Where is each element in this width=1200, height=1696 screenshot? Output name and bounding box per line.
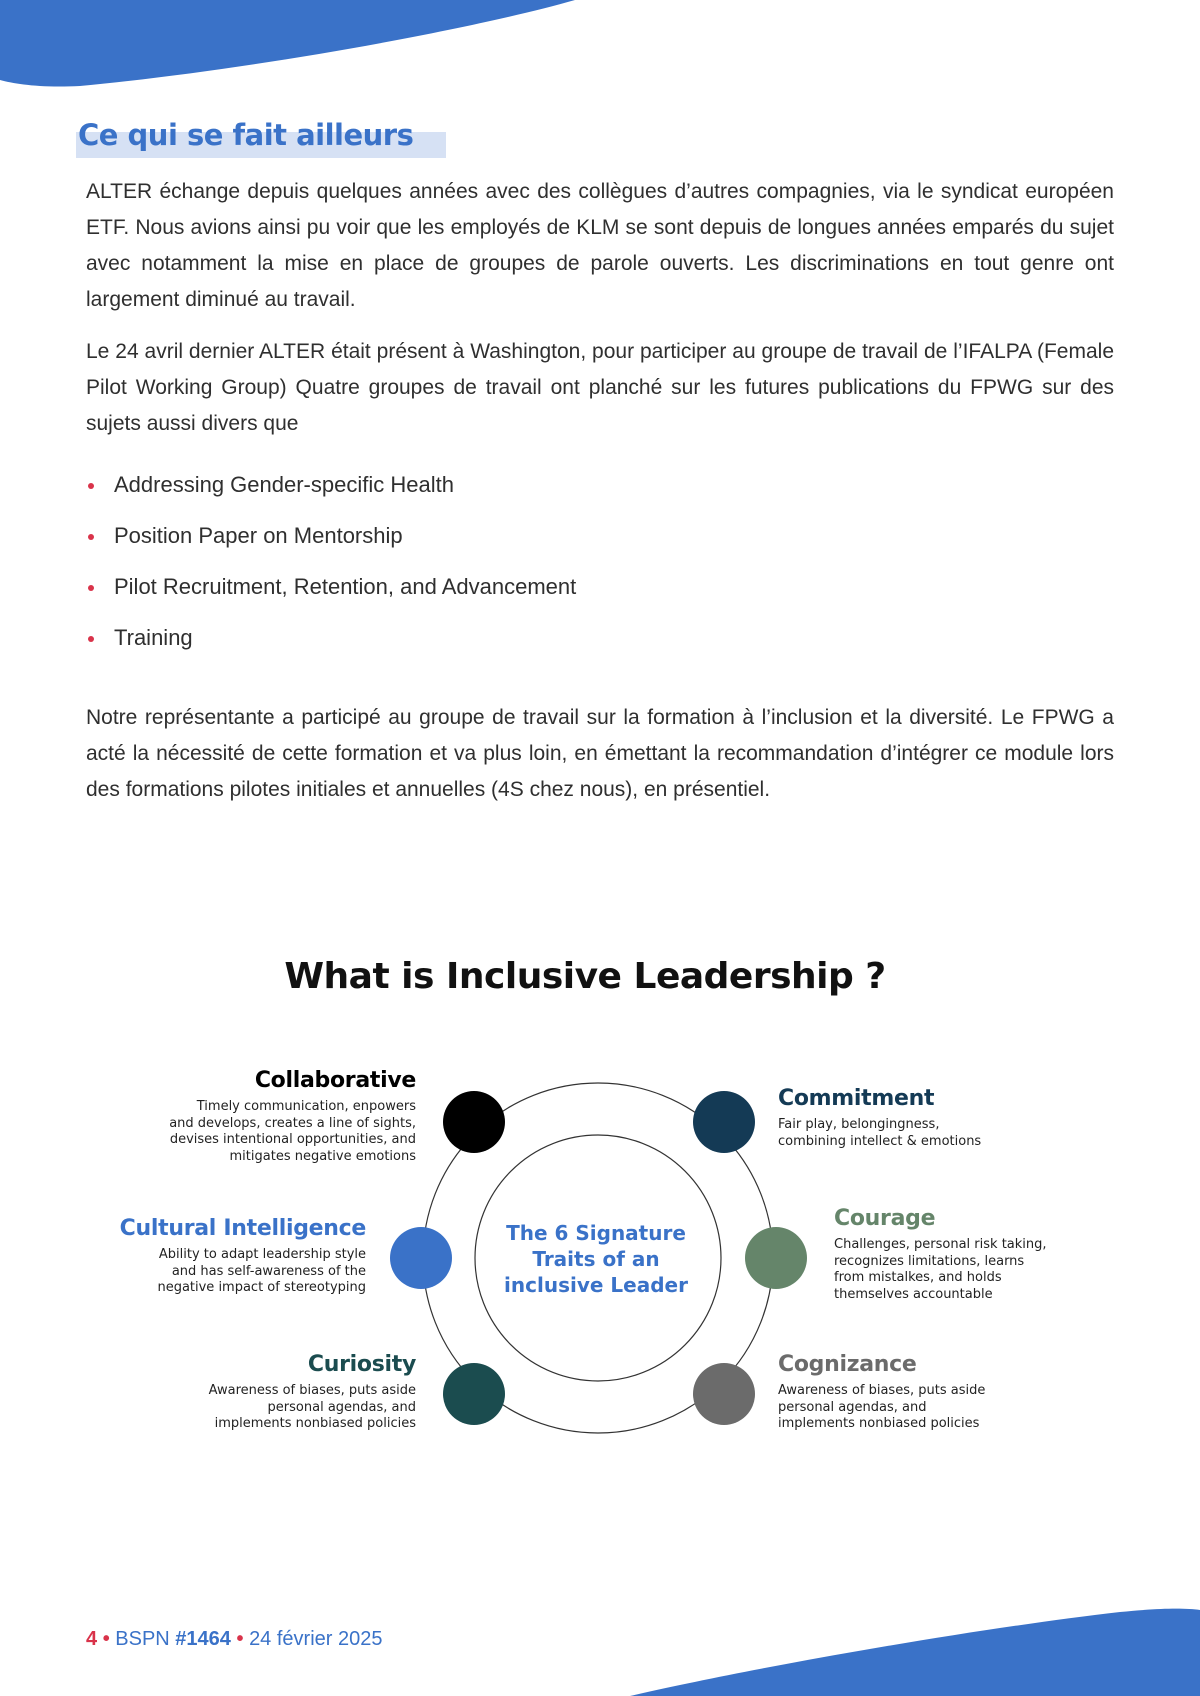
trait-cultural-intelligence (66, 1216, 366, 1297)
list-item: Position Paper on Mentorship (86, 521, 576, 572)
section-title: Ce qui se fait ailleurs (78, 118, 414, 152)
footer-separator: • (102, 1628, 110, 1650)
trait-collaborative (116, 1068, 416, 1165)
trait-title: Cognizance (778, 1352, 917, 1377)
dot-cognizance (693, 1363, 755, 1425)
diagram-title: What is Inclusive Leadership ? (284, 956, 886, 997)
bullet-dot-icon (88, 534, 94, 540)
issue-number: #1464 (175, 1628, 231, 1650)
page-footer (86, 1628, 382, 1651)
trait-title: Cultural Intelligence (119, 1216, 366, 1241)
trait-description: Awareness of biases, puts aside personal agendas, and implements nonbiased policies (208, 1383, 416, 1431)
trait-title: Courage (834, 1206, 936, 1231)
trait-description: Challenges, personal risk taking, recognizes limitations, learns from mistalkes, and holds themselves accountable (834, 1237, 1047, 1302)
list-item: Pilot Recruitment, Retention, and Advancement (86, 572, 576, 623)
trait-description: Fair play, belongingness, combining intellect & emotions (778, 1117, 982, 1149)
dot-collaborative (443, 1091, 505, 1153)
list-item: Training (86, 623, 576, 674)
trait-courage (834, 1206, 1094, 1303)
dot-commitment (693, 1091, 755, 1153)
trait-title: Curiosity (307, 1352, 416, 1377)
trait-description: Ability to adapt leadership style and has self-awareness of the negative impact of stereotyping (157, 1247, 366, 1295)
footer-separator: • (236, 1628, 244, 1650)
top-wave-decoration (0, 0, 1200, 90)
trait-description: Awareness of biases, puts aside personal agendas, and implements nonbiased policies (778, 1383, 986, 1431)
publication-date: 24 février 2025 (249, 1628, 383, 1650)
paragraph-representative: Notre représentante a participé au groupe de travail sur la formation à l’inclusion et la diversité. Le FPWG a acté la nécessité de cette formation et va plus loin, en émettant la recommandation d’intégrer ce module lors des formations pilotes initiales et annuelles (4S chez nous), en présentiel. (86, 706, 1114, 801)
bottom-wave-decoration (0, 1606, 1200, 1696)
trait-title: Collaborative (254, 1068, 416, 1093)
trait-cognizance (778, 1352, 1038, 1433)
trait-title: Commitment (778, 1086, 935, 1111)
bullet-dot-icon (88, 585, 94, 591)
dot-cultural-intelligence (390, 1227, 452, 1289)
trait-description: Timely communication, enpowers and develops, creates a line of sights, devises intentional opportunities, and mitigates negative emotions (169, 1099, 416, 1164)
trait-curiosity (116, 1352, 416, 1433)
trait-commitment (778, 1086, 1038, 1150)
bullet-dot-icon (88, 483, 94, 489)
dot-courage (745, 1227, 807, 1289)
publication-name: BSPN (115, 1628, 170, 1650)
page-number: 4 (86, 1628, 98, 1650)
list-item: Addressing Gender-specific Health (86, 470, 576, 521)
bullet-dot-icon (88, 636, 94, 642)
paragraph-etf: ALTER échange depuis quelques années avec des collègues d’autres compagnies, via le syndicat européen ETF. Nous avions ainsi pu voir que les employés de KLM se sont depuis de longues années emparés du sujet avec notamment la mise en place de groupes de parole ouverts. Les discriminations en tout genre ont largement diminué au travail. (86, 180, 1114, 311)
dot-curiosity (443, 1363, 505, 1425)
working-groups-list (86, 470, 576, 674)
paragraph-washington: Le 24 avril dernier ALTER était présent à Washington, pour participer au groupe de travail de l’IFALPA (Female Pilot Working Group) Quatre groupes de travail ont planché sur les futures publications du FPWG sur des sujets aussi divers que (86, 340, 1114, 435)
diagram-center-label: The 6 Signature Traits of an inclusive Leader (504, 1221, 688, 1297)
